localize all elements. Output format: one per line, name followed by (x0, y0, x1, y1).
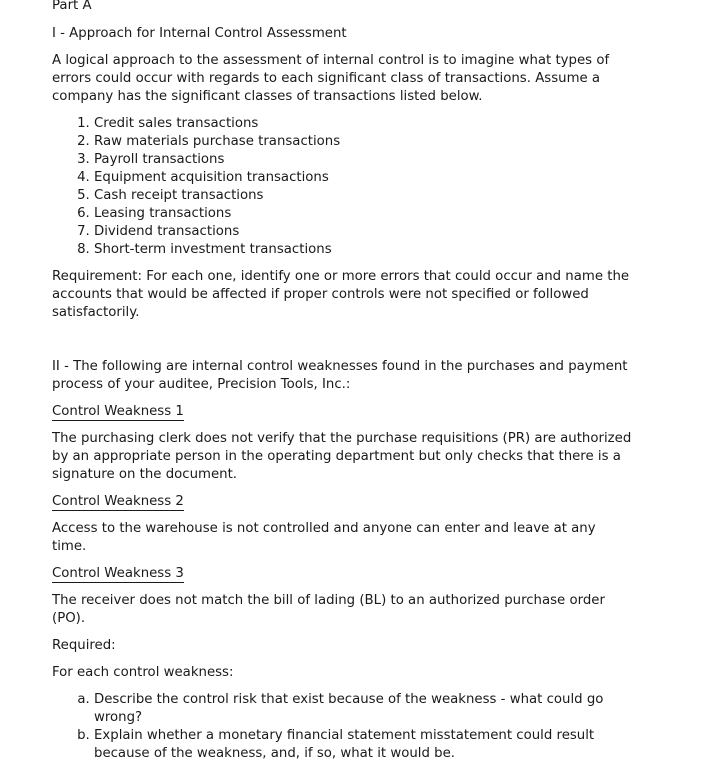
section-1-requirement: Requirement: For each one, identify one or more errors that could occur and name the accounts that would be affected if proper controls were not specified or followed satisfactorily. (52, 269, 630, 320)
control-weakness-3 (52, 565, 634, 628)
transaction-list (52, 115, 634, 259)
task-list (52, 691, 634, 763)
control-weakness-heading: Control Weakness 2 (52, 494, 184, 509)
list-item: 7. Dividend transactions (94, 223, 634, 241)
control-weakness-heading: Control Weakness 3 (52, 566, 184, 581)
list-item: 6. Leasing transactions (94, 205, 634, 223)
list-item: 5. Cash receipt transactions (94, 187, 634, 205)
list-item: a. Describe the control risk that exist because of the weakness - what could go wrong? (94, 691, 634, 727)
list-item: 4. Equipment acquisition transactions (94, 169, 634, 187)
list-item: 2. Raw materials purchase transactions (94, 133, 634, 151)
list-item: 3. Payroll transactions (94, 151, 634, 169)
control-weakness-body: Access to the warehouse is not controlled and anyone can enter and leave at any time. (52, 521, 596, 554)
control-weakness-body: The receiver does not match the bill of lading (BL) to an authorized purchase order (PO). (52, 593, 605, 626)
list-item: 1. Credit sales transactions (94, 115, 634, 133)
section-1-intro: A logical approach to the assessment of internal control is to imagine what types of errors could occur with regards to each significant class of transactions. Assume a company has the significant classes of transactions listed below. (52, 53, 610, 104)
required-label: Required: (52, 638, 116, 653)
part-title: Part A (52, 0, 92, 13)
control-weakness-body: The purchasing clerk does not verify that the purchase requisitions (PR) are authorized by an appropriate person in the operating department but only checks that there is a signature on the document. (52, 431, 632, 482)
list-item: b. Explain whether a monetary financial statement misstatement could result because of the weakness, and, if so, what it would be. (94, 727, 634, 763)
control-weakness-2 (52, 493, 634, 556)
control-weakness-heading: Control Weakness 1 (52, 404, 184, 419)
for-each-label: For each control weakness: (52, 665, 234, 680)
control-weakness-1 (52, 403, 634, 484)
section-1-title: I - Approach for Internal Control Assessment (52, 26, 347, 41)
section-2-intro: II - The following are internal control weaknesses found in the purchases and payment process of your auditee, Precision Tools, Inc.: (52, 359, 628, 392)
list-item: 8. Short-term investment transactions (94, 241, 634, 259)
